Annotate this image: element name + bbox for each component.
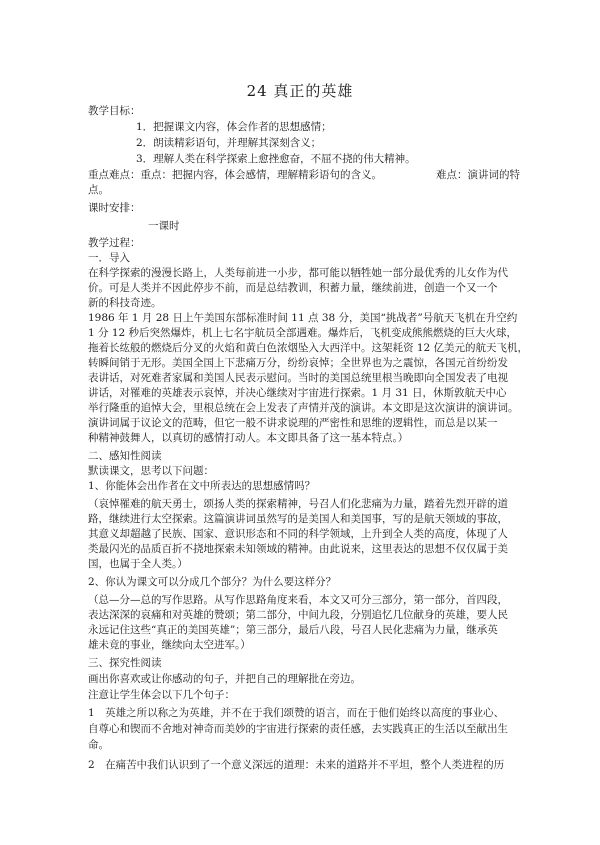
paragraph-line: 拖着长纮般的燃烧后分叉的火焰和黄白色浓烟坠入大西洋中。这架耗资 12 亿美元的航天飞机， <box>88 342 529 354</box>
objectives-label: 教学目标： <box>88 105 141 117</box>
paragraph-line: 在科学探索的漫漫长路上，人类每前进一小步，都可能以牺牲她一部分最优秀的儿女作为代 <box>88 267 508 279</box>
section-heading: 三、探究性阅读 <box>88 657 162 669</box>
objective-item: 1．把握课文内容，体会作者的思想感情； <box>136 121 332 133</box>
answer-line: 其意义却超越了民族、国家、意识形态和不同的科学领域，上升到全人类的高度，体现了人 <box>88 528 508 540</box>
paragraph-line: 1 分 12 秒后突然爆炸，机上七名宇航员全部遇难。爆炸后，飞机变成熊熊燃烧的巨大火球， <box>88 327 518 339</box>
paragraph-line: 价。可是人类并不因此停步不前，而是总结教训，积蓄力量，继续前进，创造一个又一个 <box>88 282 498 294</box>
paragraph-line: 讲话，对罹难的英雄表示哀悼，并决心继续对宇宙进行探索。1 月 31 日，休斯敦航天中心 <box>88 387 507 399</box>
sentence-line: 2 在痛苦中我们认识到了一个意义深远的道理：未来的道路并不平坦，整个人类进程的历 <box>88 759 505 771</box>
difficult-points: 难点：演讲词的特 <box>436 169 520 181</box>
sentence-line: 命。 <box>88 739 109 751</box>
question: 1、你能体会出作者在文中所表达的思想感情吗？ <box>88 480 316 492</box>
paragraph-line: 种精神鼓舞人，以真切的感情打动人。本文即具备了这一基本特点。） <box>88 432 409 444</box>
paragraph-line: 演讲词属于议论文的范畴，但它一般不讲求说理的严密性和思维的逻辑性，而总是以某一 <box>88 417 498 429</box>
answer-line: 类最闪光的品质百折不挠地探索未知领域的精神。由此说来，这里表达的思想不仅仅属于美 <box>88 543 508 555</box>
paragraph-line: 1986 年 1 月 28 日上午美国东部标准时间 11 点 38 分，美国“挑战者”号航天飞机在升空约 <box>88 312 518 324</box>
schedule-value: 一课时 <box>148 220 180 232</box>
sentence-line: 自尊心和锲而不舍地对神奇而美妙的宇宙进行探索的责任感，去实践真正的生活以至献出生 <box>88 723 508 735</box>
answer-line: （哀悼罹难的航天勇士，颂扬人类的探索精神，号召人们化悲痛为力量，踏着先烈开辟的道 <box>88 498 508 510</box>
objective-item: 2．朗读精彩语句，并理解其深刻含义； <box>136 137 322 149</box>
answer-line: 雄未竟的事业，继续向太空进军。） <box>88 639 251 651</box>
objective-item: 3．理解人类在科学探索上愈挫愈奋，不屈不挠的伟大精神。 <box>136 153 416 165</box>
section-instruction: 画出你喜欢或让你感动的句子，并把自己的理解批在旁边。 <box>88 673 361 685</box>
sentence-line: 1 英雄之所以称之为英雄，并不在于我们颂赞的语言，而在于他们始终以高度的事业心、 <box>88 707 505 719</box>
paragraph-line: 新的科技奇迹。 <box>88 297 162 309</box>
page-title: 24 真正的英雄 <box>246 82 354 100</box>
section-instruction: 默读课文，思考以下问题： <box>88 465 214 477</box>
answer-line: 国，也属于全人类。） <box>88 558 188 570</box>
difficult-points-continued: 点。 <box>88 184 109 196</box>
answer-line: 表达深深的哀痛和对英雄的赞颂；第二部分，中间九段，分别追忆几位献身的英雄，要人民 <box>88 609 508 621</box>
paragraph-line: 表讲话，对死难者家属和美国人民表示慰问。当时的美国总统里根当晚即向全国发表了电视 <box>88 372 508 384</box>
section-heading: 二、感知性阅读 <box>88 450 162 462</box>
schedule-label: 课时安排： <box>88 202 141 214</box>
section-instruction: 注意让学生体会以下几个句子： <box>88 689 235 701</box>
answer-line: 路，继续进行太空探索。这篇演讲词虽然写的是美国人和美国事，写的是航天领域的事故， <box>88 513 508 525</box>
paragraph-line: 举行隆重的追悼大会，里根总统在会上发表了声情并茂的演讲。本文即是这次演讲的演讲词。 <box>88 402 519 414</box>
answer-line: （总—分—总的写作思路。从写作思路角度来看，本文又可分三部分，第一部分，首四段， <box>88 594 508 606</box>
paragraph-line: 转瞬间销于无形。美国全国上下悲痛万分，纷纷哀悼；全世界也为之震惊，各国元首纷纷发 <box>88 357 508 369</box>
question: 2、你认为课文可以分成几个部分？为什么要这样分？ <box>88 576 337 588</box>
answer-line: 永远记住这些“真正的美国英雄”；第三部分，最后八段，号召人民化悲痛为力量，继承英 <box>88 624 498 636</box>
key-points: 重点难点：重点：把握内容，体会感情，理解精彩语句的含义。 <box>88 169 382 181</box>
process-label: 教学过程： <box>88 237 141 249</box>
section-heading: 一．导入 <box>88 252 130 264</box>
